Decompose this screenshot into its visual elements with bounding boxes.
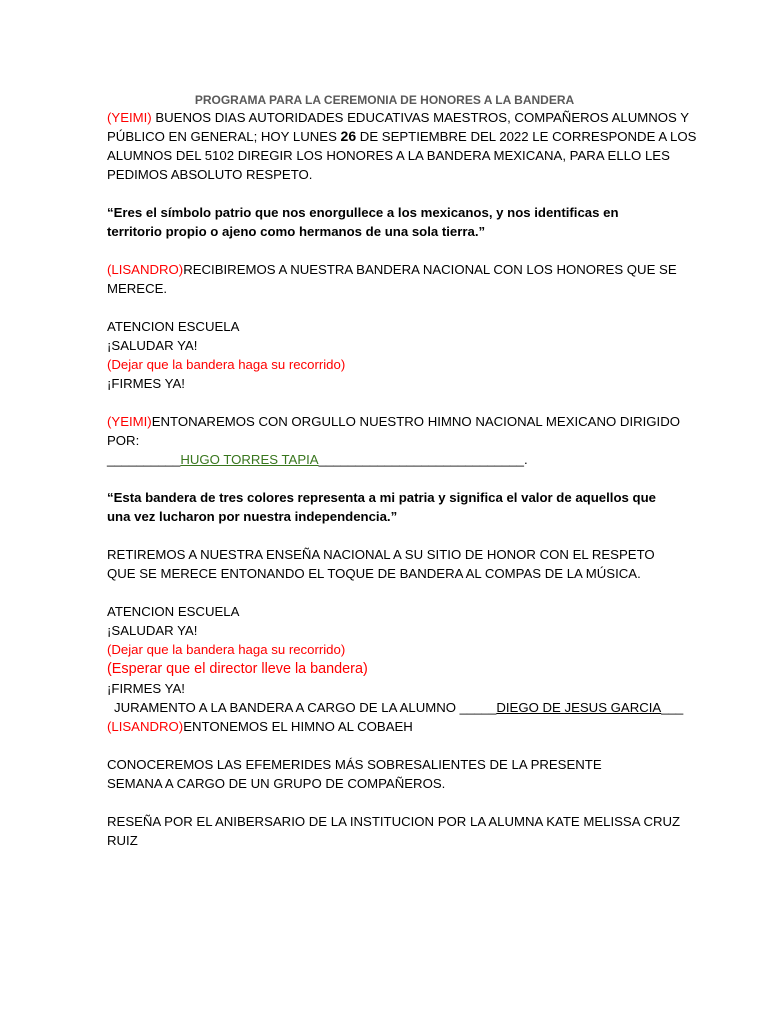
spacer (107, 793, 667, 812)
blank-underscore: _____ (459, 700, 497, 715)
spacer (107, 184, 667, 203)
anthem-line-1 (107, 412, 680, 431)
reception-line-2: MERECE. (107, 281, 168, 296)
speaker-label: (YEIMI) (107, 110, 152, 125)
resena-line-2: RUIZ (107, 833, 138, 848)
blank-underscore: __________ (107, 452, 181, 467)
blank-underscore: ___ (661, 700, 684, 715)
director-name: HUGO TORRES TAPIA (180, 452, 319, 467)
anthem-line-2: POR: (107, 433, 140, 448)
director-line (107, 450, 667, 469)
firmes-ya-2: ¡FIRMES YA! (107, 681, 185, 696)
stage-note-3: (Esperar que el director lleve la bandera) (107, 661, 368, 677)
spacer (107, 393, 667, 412)
document-page (107, 92, 697, 850)
cobaeh-text: ENTONEMOS EL HIMNO AL COBAEH (183, 719, 413, 734)
quote-2-line-2: una vez lucharon por nuestra independencia.” (107, 509, 398, 524)
efemerides-line-1: CONOCEREMOS LAS EFEMERIDES MÁS SOBRESALIENTES DE LA PRESENTE (107, 757, 602, 772)
spacer (107, 736, 667, 755)
spacer (107, 298, 667, 317)
atencion-escuela-1: ATENCION ESCUELA (107, 319, 240, 334)
resena-line-1: RESEÑA POR EL ANIBERSARIO DE LA INSTITUCION POR LA ALUMNA KATE MELISSA CRUZ (107, 814, 681, 829)
anthem-text: ENTONAREMOS CON ORGULLO NUESTRO HIMNO NACIONAL MEXICANO DIRIGIDO (151, 414, 680, 429)
date-day: 26 (340, 128, 357, 144)
student-name: DIEGO DE JESUS GARCIA (496, 700, 662, 715)
spacer (107, 241, 667, 260)
cobaeh-line (107, 717, 667, 736)
intro-line-3: ALUMNOS DEL 5102 DIREGIR LOS HONORES A LA BANDERA MEXICANA, PARA ELLO LES (107, 148, 670, 163)
speaker-label: (LISANDRO) (107, 719, 184, 734)
quote-2-line-1: “Esta bandera de tres colores representa a mi patria y significa el valor de aquellos que (107, 490, 656, 505)
intro-text: BUENOS DIAS AUTORIDADES EDUCATIVAS MAESTROS, COMPAÑEROS ALUMNOS Y (151, 110, 690, 125)
intro-line-1 (107, 108, 690, 127)
efemerides-line-2: SEMANA A CARGO DE UN GRUPO DE COMPAÑEROS. (107, 776, 446, 791)
speaker-label: (YEIMI) (107, 414, 152, 429)
stage-note-1: (Dejar que la bandera haga su recorrido) (107, 357, 346, 372)
juramento-text: JURAMENTO A LA BANDERA A CARGO DE LA ALUMNO (114, 700, 460, 715)
saludar-ya-2: ¡SALUDAR YA! (107, 623, 198, 638)
stage-note-2: (Dejar que la bandera haga su recorrido) (107, 642, 346, 657)
spacer (107, 469, 667, 488)
period: . (523, 452, 528, 467)
quote-1-line-1: “Eres el símbolo patrio que nos enorgullece a los mexicanos, y nos identificas en (107, 205, 619, 220)
quote-1-line-2: territorio propio o ajeno como hermanos de una sola tierra.” (107, 224, 486, 239)
document-title: PROGRAMA PARA LA CEREMONIA DE HONORES A LA BANDERA (194, 93, 575, 107)
spacer (107, 526, 667, 545)
firmes-ya-1: ¡FIRMES YA! (107, 376, 185, 391)
saludar-ya-1: ¡SALUDAR YA! (107, 338, 198, 353)
reception-line-1 (107, 260, 677, 279)
atencion-escuela-2: ATENCION ESCUELA (107, 604, 240, 619)
retire-line-2: QUE SE MERECE ENTONANDO EL TOQUE DE BANDERA AL COMPAS DE LA MÚSICA. (107, 566, 641, 581)
intro-text: DE SEPTIEMBRE DEL 2022 LE CORRESPONDE A LOS (356, 129, 697, 144)
intro-text: PÚBLICO EN GENERAL; HOY LUNES (107, 129, 341, 144)
intro-line-2 (107, 127, 697, 146)
reception-text: RECIBIREMOS A NUESTRA BANDERA NACIONAL CON LOS HONORES QUE SE (183, 262, 677, 277)
intro-line-4: PEDIMOS ABSOLUTO RESPETO. (107, 167, 313, 182)
spacer (107, 583, 667, 602)
blank-underscore: ____________________________ (318, 452, 524, 467)
retire-line-1: RETIREMOS A NUESTRA ENSEÑA NACIONAL A SU SITIO DE HONOR CON EL RESPETO (107, 547, 655, 562)
juramento-line (107, 698, 684, 717)
speaker-label: (LISANDRO) (107, 262, 184, 277)
